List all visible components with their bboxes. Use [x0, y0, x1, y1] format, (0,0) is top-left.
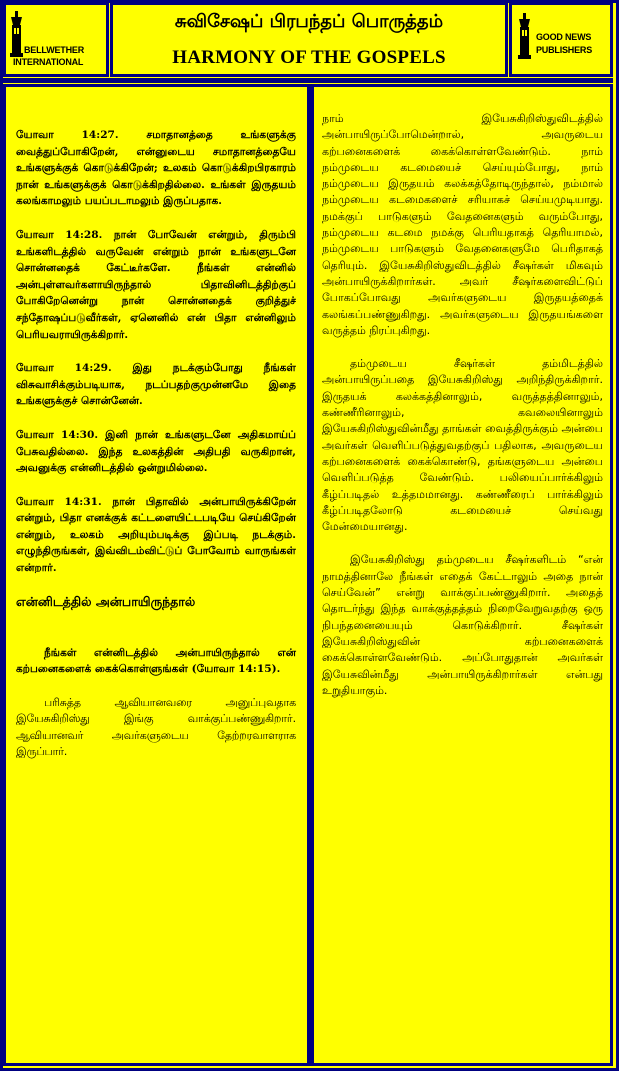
right-logo-line2: PUBLISHERS	[536, 45, 593, 55]
commentary-paragraph-1: நாம் இயேசுகிறிஸ்துவிடத்தில் அன்பாயிருப்போமென்றால், அவருடைய கற்பனைகளைக் கைக்கொள்ளவேண்டும். நாம் நம்முடைய கடமையைச் செய்யும்போது, நாம் நம்முடைய இருதயம் கலக்கத்தோடிருந்தால், நம்மால் நம்முடைய கடமைகளைச் சரியாகச் செய்யமுடியாது. நமக்குப் பாடுகளும் வேதனைகளும் வரும்போது, நம்முடைய கடமை நமக்கு பெரியதாகத் தெரியாமல், நம்முடைய பாடுகளும் வேதனைகளுமே பெரிதாகத் தெரியும். இயேசுகிறிஸ்துவிடத்தில் சீஷர்கள் மிகவும் அன்பாயிருக்கிறார்கள். அவர் சீஷர்களைவிட்டுப் போகப்போவது அவர்களுடைய இருதயத்தைக் கலங்கப்பண்ணுகிறது. அவர்களுடைய இருதயங்களை வருத்தம் நிரப்புகிறது.	[322, 112, 603, 337]
left-logo-line2: INTERNATIONAL	[13, 57, 84, 67]
verse-john-14-27: யோவா 14:27. சமாதானத்தை உங்களுக்கு வைத்துப்போகிறேன், என்னுடைய சமாதானத்தையே உங்களுக்குக் கொடுக்கிறேன்; உலகம் கொடுக்கிறபிரகாரம் நான் உங்களுக்குக் கொடுக்கிறதில்லை. உங்கள் இருதயம் கலங்காமலும் பயப்படாமலும் இருப்பதாக.	[16, 129, 296, 208]
key-verse-quote: நீங்கள் என்னிடத்தில் அன்பாயிருந்தால் என் கற்பனைகளைக் கைக்கொள்ளுங்கள் (யோவா 14:15).	[16, 646, 296, 676]
left-logo-line1: BELLWETHER	[24, 45, 84, 55]
right-column-text	[322, 111, 603, 716]
verse-john-14-31: யோவா 14:31. நான் பிதாவில் அன்பாயிருக்கிறேன் என்றும், பிதா எனக்குக் கட்டளையிட்டபடியே செய்கிறேன் என்றும், உலகம் அறியும்படிக்கு இப்படி நடக்கும். எழுந்திருங்கள், இவ்விடம்விட்டுப் போவோம் வாருங்கள் என்றார்.	[16, 495, 296, 575]
verse-john-14-29: யோவா 14:29. இது நடக்கும்போது நீங்கள் விசுவாசிக்கும்படியாக, நடப்பதற்குமுன்னமே இதை உங்களுக்குச் சொன்னேன்.	[16, 362, 296, 408]
header-right-logo-box	[509, 2, 613, 77]
verse-john-14-30: யோவா 14:30. இனி நான் உங்களுடனே அதிகமாய்ப் பேசுவதில்லை. இந்த உலகத்தின் அதிபதி வருகிறான், அவனுக்கு என்னிடத்தில் ஒன்றுமில்லை.	[16, 428, 296, 475]
left-column	[3, 84, 310, 1066]
commentary-paragraph-2: தம்முடைய சீஷர்கள் தம்மிடத்தில் அன்பாயிருப்பதை இயேசுகிறிஸ்து அறிந்திருக்கிறார். இருதயக் கலக்கத்தினாலும், வருத்தத்தினாலும், கண்ணீரினாலும், கவலையினாலும் இயேசுகிறிஸ்துவின்மீது தாங்கள் வைத்திருக்கும் அன்பை அவர்கள் வெளிப்படுத்துவதற்குப் பதிலாக, அவருடைய கற்பனைகளைக் கைக்கொண்டு, தங்களுடைய அன்பை வெளிப்படுத்த வேண்டும். பலியைப்பார்க்கிலும் கீழ்ப்படிதல் உத்தமமானது. கண்ணீரைப் பார்க்கிலும் கீழ்ப்படிதலோடு கடமையைச் செய்வது மேன்மையானது.	[322, 357, 603, 534]
header-title-box	[110, 2, 508, 77]
bell-tower-icon	[9, 11, 25, 57]
verse-john-14-28: யோவா 14:28. நான் போவேன் என்றும், திரும்பி உங்களிடத்தில் வருவேன் என்றும் நான் உங்களுடனே சொன்னதைக் கேட்டீர்களே. நீங்கள் என்னில் அன்புள்ளவர்களாயிருந்தால் பிதாவினிடத்திற்குப் போகிறேனென்று நான் சொன்னதைக் குறித்துச் சந்தோஷப்படுவீர்கள், ஏனெனில் என் பிதா என்னிலும் பெரியவராயிருக்கிறார்.	[16, 228, 296, 341]
header-left-logo-box	[3, 2, 109, 77]
right-logo-line1: GOOD NEWS	[536, 32, 592, 42]
title-english: HARMONY OF THE GOSPELS	[172, 47, 446, 68]
section-subheading: என்னிடத்தில் அன்பாயிருந்தால்	[16, 593, 196, 609]
commentary-paragraph-3: இயேசுகிறிஸ்து தம்முடைய சீஷர்களிடம் “என் நாமத்தினாலே நீங்கள் எதைக் கேட்டாலும் அதை நான் செய்வேன்” என்று வாக்குப்பண்ணுகிறார். அதைத் தொடர்ந்து இந்த வாக்குத்தத்தம் நிறைவேறுவதற்கு ஒரு நிபந்தனையையும் கொடுக்கிறார். சீஷர்கள் இயேசுகிறிஸ்துவின் கற்பனைகளைக் கைக்கொள்ளவேண்டும். அப்போதுதான் அவர்கள் இயேசுவின்மீது அன்பாயிருக்கிறார்கள் என்பது உறுதியாகும்.	[322, 553, 603, 697]
header-divider	[3, 78, 613, 83]
right-column	[311, 84, 613, 1066]
bell-tower-icon	[517, 13, 533, 59]
title-tamil: சுவிசேஷப் பிரபந்தப் பொருத்தம்	[174, 11, 444, 32]
commentary-paragraph: பரிசுத்த ஆவியானவரை அனுப்புவதாக இயேசுகிறிஸ்து இங்கு வாக்குப்பண்ணுகிறார். ஆவியானவர் அவர்களுடைய தேற்றரவாளராக இருப்பார்.	[16, 695, 296, 759]
left-column-text	[16, 127, 296, 777]
